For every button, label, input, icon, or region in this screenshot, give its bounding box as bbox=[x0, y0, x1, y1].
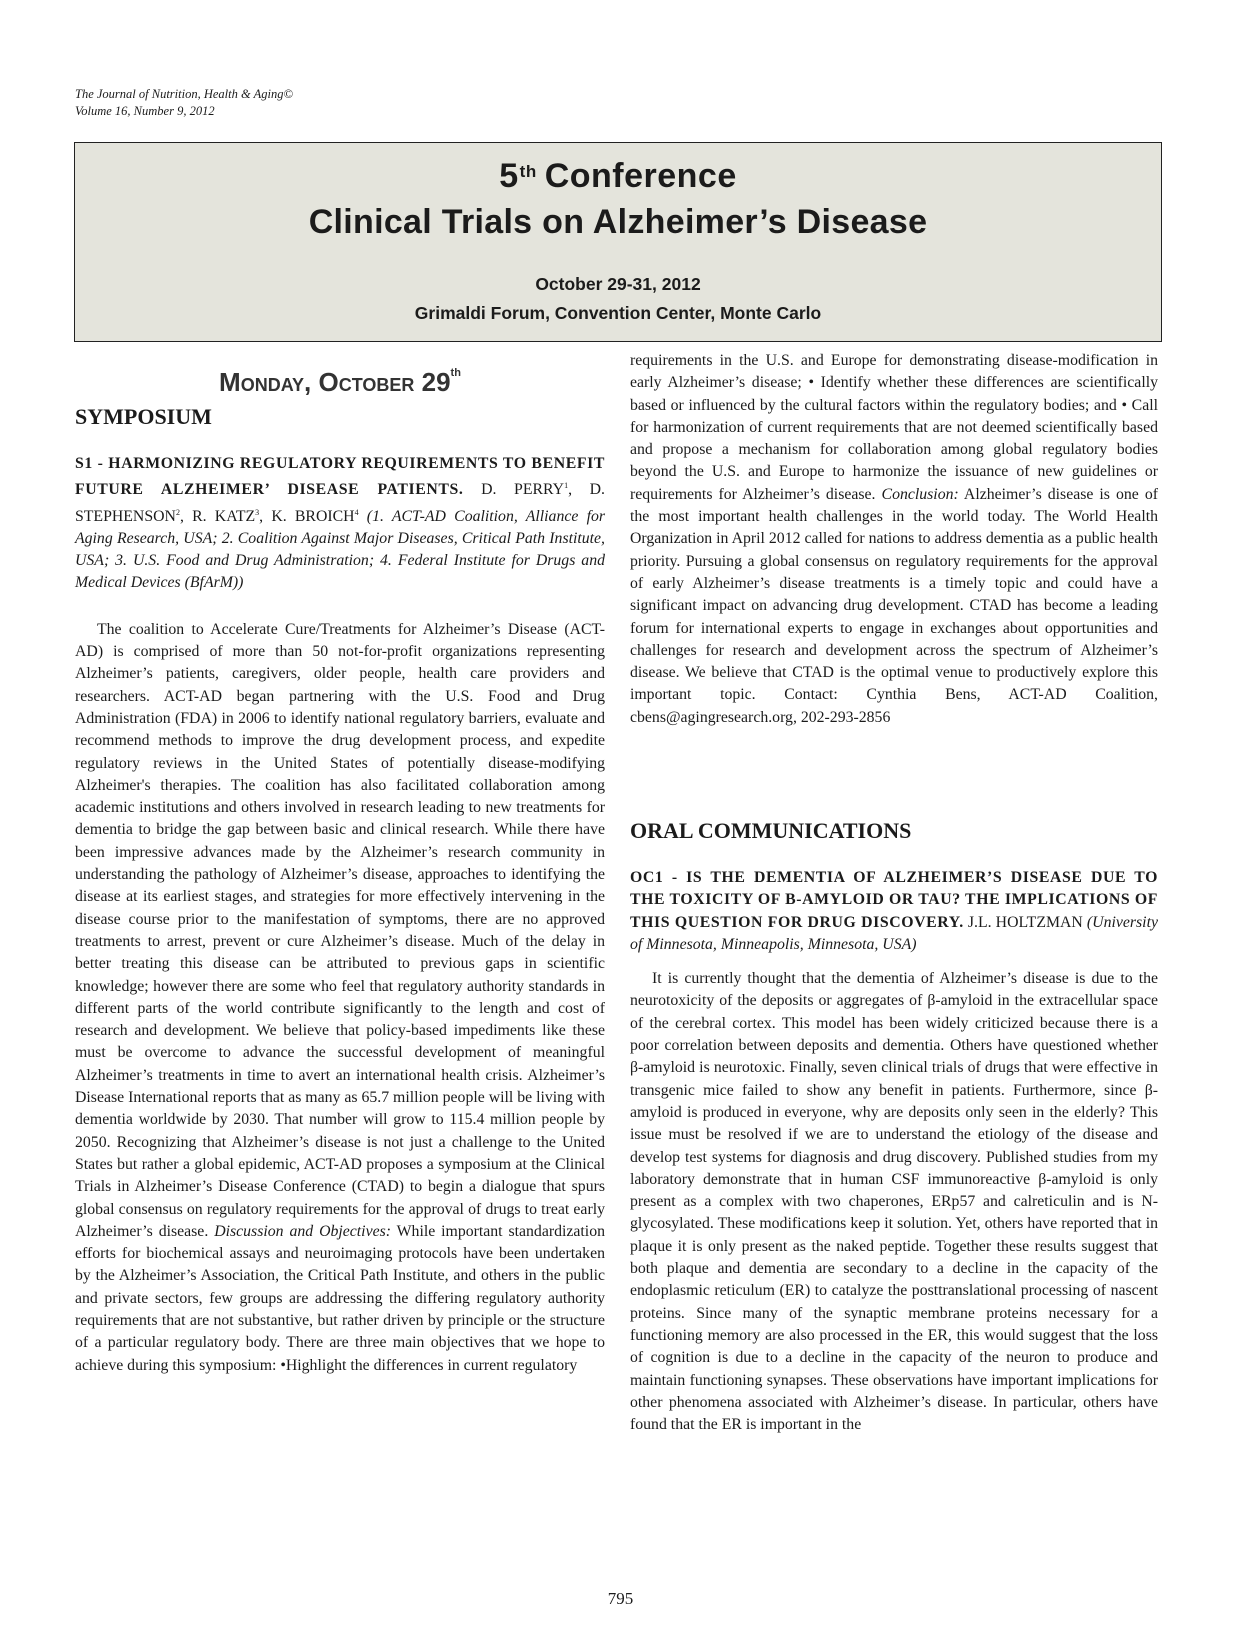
conference-date: October 29-31, 2012 bbox=[535, 274, 701, 294]
conference-banner bbox=[74, 142, 1162, 342]
conference-word: Conference bbox=[544, 157, 737, 195]
journal-name: The Journal of Nutrition, Health & Aging© bbox=[75, 87, 293, 101]
s1-title: S1 - HARMONIZING REGULATORY REQUIREMENTS TO BENEFIT FUTURE ALZHEIMER’ DISEASE PATIENTS. bbox=[75, 455, 605, 499]
journal-volume: Volume 16, Number 9, 2012 bbox=[75, 104, 215, 118]
left-column bbox=[75, 453, 605, 1377]
right-column-top bbox=[630, 350, 1158, 729]
journal-header bbox=[75, 86, 293, 120]
s1-authors: D. PERRY$^1$, D. STEPHENSON$^2$, R. KATZ$^3$, K. BROICH$^4$ bbox=[75, 481, 605, 525]
day-suffix: th bbox=[450, 367, 461, 379]
oral-communications-heading: ORAL COMMUNICATIONS bbox=[630, 818, 912, 843]
oc1-title: OC1 - IS THE DEMENTIA OF ALZHEIMER’S DISEASE DUE TO THE TOXICITY OF Β-AMYLOID OR TAU? THE IMPLICATIONS OF THIS QUESTION FOR DRUG DISCOVERY. bbox=[630, 869, 1158, 931]
s1-header bbox=[75, 453, 605, 595]
day-label: Monday, October 29 bbox=[219, 367, 451, 397]
conference-title: Clinical Trials on Alzheimer’s Disease bbox=[308, 203, 928, 241]
conference-number: 5th Conference bbox=[499, 157, 737, 195]
oc1-header bbox=[630, 867, 1158, 956]
s1-body: The coalition to Accelerate Cure/Treatments for Alzheimer’s Disease (ACT-AD) is comprised of more than 50 not-for-profit organizations representing Alzheimer’s patients, caregivers, older people, health care providers and researchers. ACT-AD began partnering with the U.S. Food and Drug Administration (FDA) in 2006 to identify national regulatory barriers, evaluate and recommend methods to improve the drug development process, and expedite regulatory reviews in the United States of potentially disease-modifying Alzheimer's therapies. The coalition has also facilitated collaboration among academic institutions and others involved in research leading to new treatments for dementia to bridge the gap between basic and clinical research. While there have been impressive advances made by the Alzheimer’s research community in understanding the pathology of Alzheimer’s disease, approaches to identifying the disease at its earliest stages, and strategies for more effectively intervening in the disease course prior to the manifestation of symptoms, there are no approved treatments to arrest, prevent or cure Alzheimer’s disease. Much of the delay in better treating this disease can be attributed to previous gaps in scientific knowledge; however there are some who feel that regulatory authority standards in different parts of the world contribute significantly to the length and cost of research and development. We believe that policy-based impediments like these must be overcome to advance the successful development of meaningful Alzheimer’s treatments in time to avert an international health crisis. Alzheimer’s Disease International reports that as many as 65.7 million people will be living with dementia worldwide by 2030. That number will grow to 115.4 million people by 2050. Recognizing that Alzheimer’s disease is not just a challenge to the United States but rather a global epidemic, ACT-AD proposes a symposium at the Clinical Trials in Alzheimer’s Disease Conference (CTAD) to begin a dialogue that spurs global consensus on regulatory requirements for the approval of drugs to treat early Alzheimer’s disease. Discussion and Objectives: While important standardization efforts for biochemical assays and neuroimaging protocols have been undertaken by the Alzheimer’s Association, the Critical Path Institute, and others in the public and private sectors, few groups are addressing the differing regulatory authority requirements that are not substantive, but rather driven by principle or the structure of a particular regulatory body. There are three main objectives that we hope to achieve during this symposium: •Highlight the differences in current regulatory bbox=[75, 620, 605, 1374]
right-column-bottom bbox=[630, 867, 1158, 1436]
s1-affiliations: (1. ACT-AD Coalition, Alliance for Aging Research, USA; 2. Coalition Against Major Diseases, Critical Path Institute, USA; 3. U.S. Food and Drug Administration; 4. Federal Institute for Drugs and Medical Devices (BfArM)) bbox=[75, 507, 606, 592]
conclusion-label: Conclusion: bbox=[881, 485, 959, 503]
ordinal-suffix: th bbox=[519, 162, 537, 181]
conference-venue: Grimaldi Forum, Convention Center, Monte Carlo bbox=[414, 303, 822, 323]
oc1-affiliation: (University of Minnesota, Minneapolis, Minnesota, USA) bbox=[630, 913, 1158, 953]
symposium-heading: SYMPOSIUM bbox=[75, 404, 212, 429]
oc1-body: It is currently thought that the dementia of Alzheimer’s disease is due to the neurotoxicity of the deposits or aggregates of β-amyloid in the extracellular space of the cerebral cortex. This model has been widely criticized because there is a poor correlation between deposits and dementia. Others have questioned whether β-amyloid is neurotoxic. Finally, seven clinical trials of drugs that were effective in transgenic mice failed to show any benefit in patients. Furthermore, since β-amyloid is produced in everyone, why are deposits only seen in the elderly? This issue must be resolved if we are to understand the etiology of the disease and develop test systems for diagnosis and drug discovery. Published studies from my laboratory demonstrate that in human CSF immunoreactive β-amyloid is only present as a complex with two chaperones, ERp57 and calreticulin and is N-glycosylated. These modifications keep it solution. Yet, others have reported that in plaque it is only present as the naked peptide. Together these results suggest that both plaque and dementia are secondary to a decline in the capacity of the endoplasmic reticulum (ER) to catalyze the posttranslational processing of nascent proteins. Since many of the synaptic membrane proteins necessary for a functioning memory are also processed in the ER, this would suggest that the loss of cognition is due to a decline in the capacity of the neuron to produce and maintain functioning synapses. These observations have important implications for other phenomena associated with Alzheimer’s disease. In particular, others have found that the ER is important in the bbox=[630, 970, 1158, 1434]
day-heading bbox=[75, 356, 605, 399]
s1-body-continued: requirements in the U.S. and Europe for demonstrating disease-modification in early Alzheimer’s disease; • Identify whether these differences are scientifically based or influenced by the cultural factors within the regulatory bodies; and • Call for harmonization of current requirements that are not deemed scientifically based and propose a mechanism for collaboration among global regulatory bodies beyond the U.S. and Europe to harmonize the issuance of new guidelines or requirements for Alzheimer’s disease. Conclusion: Alzheimer’s disease is one of the most important health challenges in the world today. The World Health Organization in April 2012 called for nations to address dementia as a public health priority. Pursuing a global consensus on regulatory requirements for the approval of early Alzheimer’s disease treatments is a timely topic and could have a significant impact on advancing drug development. CTAD has become a leading forum for international experts to engage in exchanges about opportunities and challenges for research and development across the spectrum of Alzheimer’s disease. We believe that CTAD is the optimal venue to productively explore this important topic. Contact: Cynthia Bens, ACT-AD Coalition, cbens@agingresearch.org, 202-293-2856 bbox=[630, 352, 1158, 726]
discussion-label: Discussion and Objectives: bbox=[214, 1222, 391, 1240]
page-number: 795 bbox=[607, 1589, 634, 1608]
oc1-author: J.L. HOLTZMAN bbox=[963, 913, 1083, 931]
